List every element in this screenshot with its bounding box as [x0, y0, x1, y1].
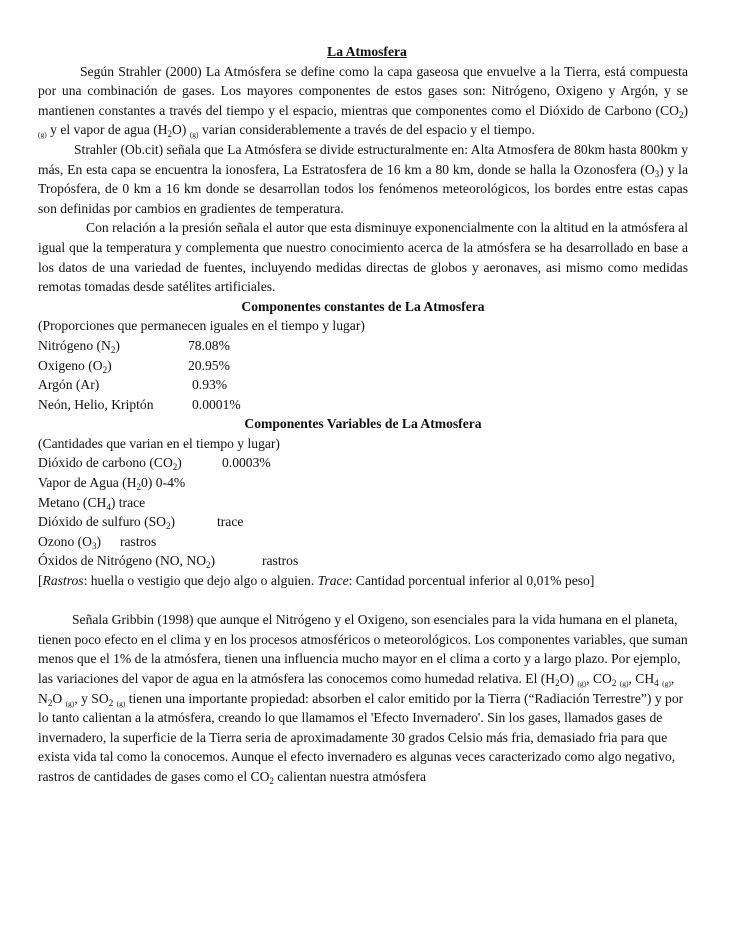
definitions-note: [Rastros: huella o vestigio que dejo algo o alguien. Trace: Cantidad porcentual inferior al 0,01% peso] — [38, 573, 595, 589]
component-value: 20.95% — [188, 357, 230, 373]
paragraph-text: O) — [172, 122, 187, 138]
paragraph-pressure: Con relación a la presión señala el autor que esta disminuye exponencialmente con la altitud en la atmósfera al igual que la temperatura y complementa que nuestro conocimiento acerca de la atmósfera se ha desarrollado en base a los datos de una variedad de fuentes, incluyendo medidas directas de globos y aeronaves, asi mismo como medidas remotas tomadas desde satélites artificiales. — [38, 220, 688, 295]
variable-components-list — [38, 453, 688, 571]
paragraph-text: ) y la Tropósfera, de 0 km a 16 km donde se desarrollan todos los fenómenos meteorológicos, los bordes entre estas capas son definidas por cambios en gradientes de temperatura. — [38, 161, 688, 216]
term-trace: Trace — [317, 573, 349, 589]
list-item — [38, 356, 688, 376]
paragraph-text: varian considerablemente a través de del espacio y el tiempo. — [198, 122, 535, 138]
list-item — [38, 551, 688, 571]
variable-components-note: (Cantidades que varian en el tiempo y lugar) — [38, 435, 280, 451]
subscript: 2 — [167, 129, 173, 140]
document-title: La Atmosfera — [327, 44, 407, 59]
list-item — [38, 532, 688, 552]
list-item — [38, 453, 688, 473]
component-label: Ozono $(O_3)$ — [38, 533, 102, 551]
document-page — [38, 42, 688, 787]
component-label: Nitrógeno $(N_2)$ — [38, 337, 120, 355]
component-value: 0.0003% — [222, 455, 271, 471]
component-label: Dióxido de sulfuro $(SO_2)$ — [38, 514, 176, 532]
list-item — [38, 336, 688, 356]
subscript: 3 — [654, 168, 660, 179]
component-label: Neón, Helio, Kriptón — [38, 396, 154, 412]
variable-components-heading: Componentes Variables de La Atmosfera — [244, 416, 482, 432]
paragraph-text: ) — [683, 102, 688, 118]
spacer — [38, 591, 688, 611]
list-item — [38, 395, 688, 415]
paragraph-strahler-structure — [38, 140, 688, 218]
paragraph-text: y el vapor de agua (H — [46, 122, 168, 138]
component-value: 0.0001% — [192, 396, 241, 412]
constant-components-heading: Componentes constantes de La Atmosfera — [241, 298, 485, 314]
subscript: (g) — [38, 130, 47, 140]
component-value: rastros — [262, 553, 299, 569]
component-value: 0-4% — [155, 475, 186, 491]
paragraph-strahler-definition — [38, 62, 688, 140]
component-label: Oxigeno $(O_2)$ — [38, 357, 112, 375]
paragraph-text: Strahler (Ob.cit) señala que La Atmósfera se divide estructuralmente en: Alta Atmosfera de 80km hasta 800km y más, En esta capa se encuentra la ionosfera, La Estratosfera de 16 km a 80 km, donde se halla la Ozonosfera (O — [38, 141, 688, 177]
component-label: Metano $(CH_4)$ — [38, 494, 119, 512]
component-value: 78.08% — [188, 337, 230, 353]
constant-components-list — [38, 336, 688, 414]
component-label: Argón (Ar) — [38, 377, 100, 393]
component-value: trace — [217, 514, 244, 530]
component-label: Dióxido de carbono $(CO_2)$ — [38, 455, 182, 473]
paragraph-text: Según Strahler (2000) La Atmósfera se define como la capa gaseosa que envuelve a la Tierra, está compuesta por una combinación de gases. Los mayores componentes de estos gases son: Nitrógeno, Oxigeno y Argón, y se mantienen constantes a través del tiempo y el espacio, mientras que componentes como el Dióxido de Carbono (CO — [38, 63, 688, 118]
component-value: trace — [118, 494, 146, 510]
constant-components-note: (Proporciones que permanecen iguales en el tiempo y lugar) — [38, 318, 365, 334]
component-value: 0.93% — [192, 377, 228, 393]
component-label: Vapor de Agua $(H_20)$ — [38, 475, 156, 493]
list-item — [38, 375, 688, 395]
list-item — [38, 473, 688, 493]
list-item — [38, 493, 688, 513]
component-label: Óxidos de Nitrógeno (NO, $NO_2$) — [38, 553, 216, 571]
component-value: rastros — [120, 533, 157, 549]
paragraph-gribbin: Señala Gribbin (1998) que aunque el Nitrógeno y el Oxigeno, son esenciales para la vida humana en el planeta, tienen poco efecto en el clima y en los procesos atmosféricos o meteorológicos. Los componentes variables, que suman menos que el 1% de la atmósfera, tienen una influencia mucho mayor en el clima a corto y a largo plazo. Por ejemplo, las variaciones del vapor de agua en la atmósfera las conocemos como humedad relativa. El $(H_2O)$ $_{(g)}$, $CO_2$ $_{(g)}$, $CH_4$ $_{(g)}$, $N_2O$ $_{(g)}$, y $SO_2$ $_{(g)}$ tienen una importante propiedad: absorben el calor emitido por la Tierra (“Radiación Terrestre”) y por lo tanto calientan a la atmósfera, creando lo que llamamos el 'Efecto Invernadero'. Sin los gases, llamados gases de invernadero, la superficie de la Tierra seria de aproximadamente 30 grados Celsio más fria, demasiado fria para que exista vida tal como la conocemos. Aunque el efecto invernadero es algunas veces caracterizado como algo negativo, rastros de cantidades de gases como el $CO_2$ calientan nuestra atmósfera — [38, 612, 688, 786]
subscript: 2 — [678, 109, 684, 120]
list-item — [38, 512, 688, 532]
subscript: (g) — [189, 130, 199, 140]
term-rastros: Rastros — [42, 573, 84, 589]
